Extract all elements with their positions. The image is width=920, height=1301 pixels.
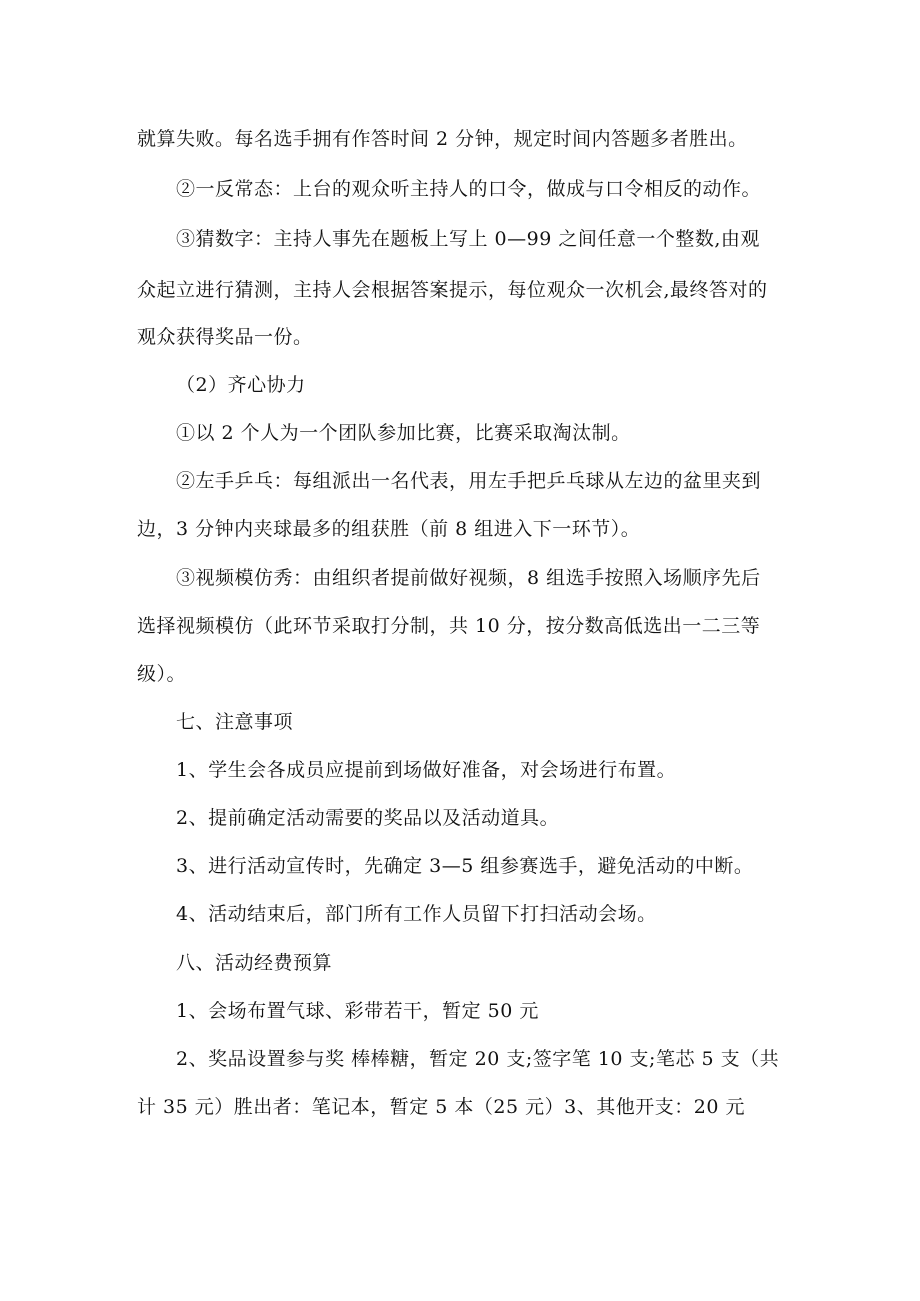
text-line-8: ②左手乒乓：每组派出一名代表，用左手把乒乓球从左边的盆里夹到 (176, 470, 762, 492)
text-line-3: ③猜数字：主持人事先在题板上写上 0—99 之间任意一个整数,由观 (176, 228, 760, 250)
text-line-15: 2、提前确定活动需要的奖品以及活动道具。 (176, 807, 560, 829)
text-line-17: 4、活动结束后，部门所有工作人员留下打扫活动会场。 (176, 903, 657, 925)
text-line-4: 众起立进行猜测，主持人会根据答案提示，每位观众一次机会,最终答对的 (137, 279, 768, 301)
text-line-19: 1、会场布置气球、彩带若干，暂定 50 元 (176, 1000, 539, 1022)
section-heading-notes: 七、注意事项 (176, 711, 294, 733)
text-line-11: 选择视频模仿（此环节采取打分制，共 10 分，按分数高低选出一二三等 (137, 615, 761, 637)
text-line-7: ①以 2 个人为一个团队参加比赛，比赛采取淘汰制。 (176, 422, 631, 444)
text-line-16: 3、进行活动宣传时，先确定 3—5 组参赛选手，避免活动的中断。 (176, 855, 754, 877)
section-heading-teamwork: （2）齐心协力 (176, 374, 306, 396)
text-line-14: 1、学生会各成员应提前到场做好准备，对会场进行布置。 (176, 759, 677, 781)
text-line-12: 级）。 (137, 663, 187, 685)
text-line-1: 就算失败。每名选手拥有作答时间 2 分钟，规定时间内答题多者胜出。 (137, 128, 748, 150)
text-line-21: 计 35 元）胜出者：笔记本，暂定 5 本（25 元）3、其他开支：20 元 (137, 1096, 745, 1118)
text-line-5: 观众获得奖品一份。 (137, 326, 313, 348)
text-line-2: ②一反常态：上台的观众听主持人的口令，做成与口令相反的动作。 (176, 178, 762, 200)
text-line-9: 边，3 分钟内夹球最多的组获胜（前 8 组进入下一环节）。 (137, 518, 641, 540)
section-heading-budget: 八、活动经费预算 (176, 952, 333, 974)
text-line-10: ③视频模仿秀：由组织者提前做好视频，8 组选手按照入场顺序先后 (176, 567, 761, 589)
text-line-20: 2、奖品设置参与奖 棒棒糖，暂定 20 支;签字笔 10 支;笔芯 5 支（共 (176, 1048, 780, 1070)
